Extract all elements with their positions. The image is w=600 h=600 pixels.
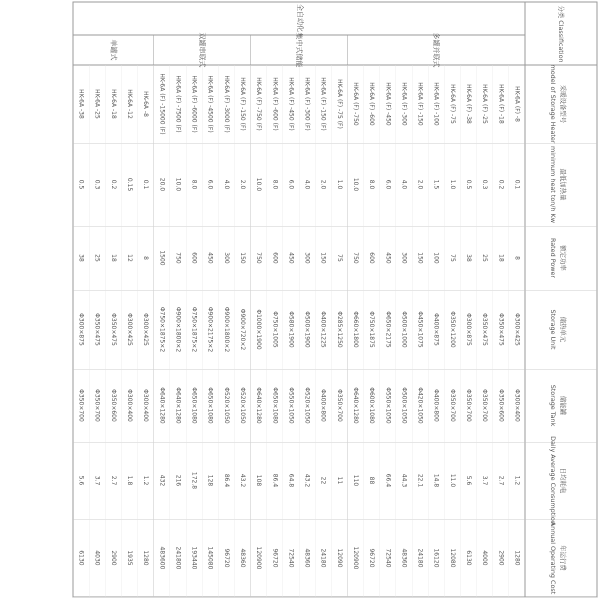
value-cell: 6.0 bbox=[384, 179, 392, 190]
value-cell: 6130 bbox=[465, 550, 472, 566]
value-cell: Φ300×875 bbox=[465, 313, 472, 346]
value-cell: Φ500×1050 bbox=[400, 387, 408, 424]
value-cell: 1.0 bbox=[335, 179, 343, 190]
value-cell: 12 bbox=[126, 254, 133, 262]
value-cell: 172.8 bbox=[190, 471, 198, 490]
value-cell: Φ650×1080 bbox=[190, 387, 198, 424]
value-cell: 44.3 bbox=[400, 473, 408, 488]
value-cell: 48360 bbox=[400, 548, 408, 568]
column-header-en: model of Storage Heater bbox=[549, 64, 557, 144]
value-cell: 0.3 bbox=[481, 179, 489, 190]
value-cell: 4000 bbox=[481, 550, 489, 566]
value-cell: Φ350×700 bbox=[93, 389, 101, 422]
value-cell: 25 bbox=[93, 254, 101, 262]
value-cell: Φ600×1080 bbox=[368, 387, 376, 424]
value-cell: 241800 bbox=[174, 546, 182, 570]
value-cell: 750 bbox=[255, 252, 263, 264]
value-cell: 0.5 bbox=[77, 179, 85, 190]
value-cell: Φ350×475 bbox=[481, 313, 489, 346]
value-cell: 8 bbox=[142, 256, 150, 260]
value-cell: Φ350×700 bbox=[335, 389, 343, 422]
value-cell: 0.1 bbox=[142, 179, 150, 190]
value-cell: 1.8 bbox=[126, 475, 133, 486]
value-cell: 2.7 bbox=[497, 475, 505, 486]
value-cell: 450 bbox=[287, 252, 295, 264]
model-cell: HK-6A -38 bbox=[77, 89, 85, 119]
value-cell: 96720 bbox=[368, 548, 376, 568]
value-cell: 4.0 bbox=[303, 179, 311, 190]
value-cell: 8.0 bbox=[368, 179, 376, 190]
value-cell: 1280 bbox=[142, 550, 150, 566]
value-cell: 2.7 bbox=[109, 475, 117, 486]
value-cell: Φ300×425 bbox=[126, 313, 133, 346]
value-cell: 2.0 bbox=[416, 179, 424, 190]
value-cell: Φ450×1075 bbox=[416, 311, 424, 348]
value-cell: 66.4 bbox=[384, 473, 392, 488]
value-cell: 10.0 bbox=[352, 177, 359, 192]
value-cell: 1.2 bbox=[513, 475, 521, 486]
column-header: 储热单元 bbox=[559, 316, 567, 343]
value-cell: Φ750×1875×2 bbox=[158, 306, 166, 353]
value-cell: 6130 bbox=[77, 550, 85, 566]
value-cell: Φ640×1280 bbox=[158, 387, 166, 424]
value-cell: 1500 bbox=[158, 250, 166, 266]
value-cell: Φ650×1080 bbox=[271, 387, 279, 424]
value-cell: Φ900×1800×2 bbox=[174, 306, 182, 353]
value-cell: 150 bbox=[319, 252, 327, 264]
model-cell: HK-6A (F) -300 bbox=[400, 82, 408, 126]
value-cell: Φ900×2175×2 bbox=[206, 306, 214, 353]
column-header-en: Daily Average Consumption bbox=[549, 436, 557, 525]
model-cell: HK-6A (F) -150 (F) bbox=[239, 77, 246, 131]
model-cell: HK-6A (F) -25 bbox=[481, 84, 489, 124]
value-cell: 2900 bbox=[109, 550, 117, 566]
value-cell: 11 bbox=[335, 476, 343, 485]
value-cell: 12090 bbox=[335, 548, 343, 568]
model-cell: HK-6A (F) -4500 (F) bbox=[206, 75, 214, 133]
value-cell: Φ400×800 bbox=[319, 389, 327, 422]
value-cell: 4.0 bbox=[400, 179, 408, 190]
model-cell: HK-6A (F) -75 (F) bbox=[335, 79, 343, 129]
model-cell: HK-6A (F) -600 (F) bbox=[271, 77, 279, 131]
value-cell: 108 bbox=[255, 474, 263, 487]
value-cell: 2900 bbox=[497, 550, 505, 566]
value-cell: 2.0 bbox=[319, 179, 327, 190]
model-cell: HK-6A (F) -6000 (F) bbox=[190, 75, 198, 133]
value-cell: 86.4 bbox=[271, 473, 279, 488]
value-cell: 75 bbox=[335, 254, 343, 262]
model-cell: HK-6A (F) -8 bbox=[513, 86, 521, 122]
model-cell: HK-6A (F) -750 bbox=[352, 82, 359, 126]
value-cell: 16120 bbox=[432, 548, 440, 568]
model-cell: HK-6A (F) -75 bbox=[448, 84, 456, 124]
model-cell: HK-6A (F) -15000 (F) bbox=[158, 73, 166, 135]
group-label: 双罐串联式 bbox=[198, 32, 207, 68]
value-cell: 8.0 bbox=[271, 179, 279, 190]
value-cell: Φ350×475 bbox=[93, 313, 101, 346]
value-cell: 3.7 bbox=[93, 475, 101, 486]
value-cell: Φ520×1050 bbox=[222, 387, 230, 424]
value-cell: 6.0 bbox=[287, 179, 295, 190]
value-cell: 300 bbox=[222, 252, 230, 264]
value-cell: 300 bbox=[303, 252, 311, 264]
value-cell: 10.0 bbox=[174, 177, 182, 192]
value-cell: Φ350×600 bbox=[497, 389, 505, 422]
value-cell: 120900 bbox=[352, 546, 359, 570]
value-cell: 110 bbox=[352, 474, 359, 487]
value-cell: 300 bbox=[400, 252, 408, 264]
value-cell: 38 bbox=[465, 254, 472, 262]
value-cell: Φ300×400 bbox=[126, 389, 133, 422]
value-cell: Φ550×1050 bbox=[287, 387, 295, 424]
value-cell: 600 bbox=[271, 252, 279, 264]
value-cell: Φ350×475 bbox=[109, 313, 117, 346]
value-cell: Φ750×1005 bbox=[271, 311, 279, 348]
value-cell: 600 bbox=[190, 252, 198, 264]
value-cell: 4.0 bbox=[222, 179, 230, 190]
value-cell: 432 bbox=[158, 474, 166, 487]
model-cell: HK-6A (F) -150 (F) bbox=[319, 77, 327, 131]
value-cell: 1280 bbox=[513, 550, 521, 566]
column-header: 储能罐 bbox=[559, 395, 567, 416]
column-header: 日均耗电 bbox=[559, 467, 567, 494]
group-label: 单罐式 bbox=[109, 39, 118, 61]
value-cell: Φ640×1280 bbox=[255, 387, 263, 424]
column-header: 额定功率 bbox=[559, 245, 567, 271]
column-header: 年运行费 bbox=[559, 545, 567, 571]
value-cell: 25 bbox=[481, 254, 489, 262]
value-cell: Φ400×1225 bbox=[319, 311, 327, 348]
value-cell: Φ285×1250 bbox=[335, 311, 343, 348]
column-header-en: Rated Power bbox=[549, 237, 557, 279]
model-cell: HK-6A -12 bbox=[126, 89, 133, 119]
value-cell: 72540 bbox=[287, 548, 295, 568]
value-cell: Φ640×1280 bbox=[174, 387, 182, 424]
value-cell: 86.4 bbox=[222, 473, 230, 488]
value-cell: 12080 bbox=[448, 548, 456, 568]
model-cell: HK-6A (F) -38 bbox=[465, 84, 472, 124]
value-cell: 88 bbox=[368, 476, 376, 485]
model-cell: HK-6A (F) -100 bbox=[432, 82, 440, 126]
value-cell: 750 bbox=[352, 252, 359, 264]
column-header: 最低加热量 bbox=[559, 168, 567, 201]
value-cell: 43.2 bbox=[303, 473, 311, 488]
value-cell: Φ520×1050 bbox=[303, 387, 311, 424]
value-cell: Φ500×1900 bbox=[303, 311, 311, 348]
value-cell: 18 bbox=[497, 254, 505, 262]
model-cell: HK-6A (F) -600 bbox=[368, 82, 376, 126]
value-cell: Φ650×1080 bbox=[206, 387, 214, 424]
value-cell: 4030 bbox=[93, 550, 101, 566]
group-label: 集中式储能 bbox=[295, 32, 303, 68]
value-cell: 600 bbox=[368, 252, 376, 264]
top-title: 全自动化 bbox=[296, 4, 304, 32]
value-cell: 18 bbox=[109, 254, 117, 262]
value-cell: 1.5 bbox=[432, 179, 440, 190]
value-cell: 43.2 bbox=[239, 473, 246, 488]
value-cell: Φ660×1800 bbox=[352, 311, 359, 348]
value-cell: 75 bbox=[448, 254, 456, 262]
value-cell: 145080 bbox=[206, 546, 214, 570]
value-cell: 48360 bbox=[303, 548, 311, 568]
value-cell: 11.0 bbox=[448, 473, 456, 488]
value-cell: Φ900×1800×2 bbox=[222, 306, 230, 353]
model-cell: HK-6A -8 bbox=[142, 91, 150, 117]
value-cell: 150 bbox=[416, 252, 424, 264]
value-cell: 5.6 bbox=[77, 475, 85, 486]
value-cell: Φ300×400 bbox=[142, 389, 150, 422]
value-cell: Φ300×875 bbox=[77, 313, 85, 346]
value-cell: 96720 bbox=[271, 548, 279, 568]
value-cell: 150 bbox=[239, 252, 246, 264]
value-cell: 0.3 bbox=[93, 179, 101, 190]
model-cell: HK-6A (F) -750 (F) bbox=[255, 77, 263, 131]
value-cell: 22 bbox=[319, 476, 327, 485]
value-cell: Φ350×1200 bbox=[448, 311, 456, 348]
column-header-en: Storage Tank bbox=[549, 384, 557, 427]
value-cell: Φ400×875 bbox=[432, 313, 440, 346]
classification-header: 分类 Classification bbox=[557, 5, 565, 63]
value-cell: 96720 bbox=[222, 548, 230, 568]
value-cell: 72540 bbox=[384, 548, 392, 568]
column-header-en: minimum heat ton/h Kw bbox=[549, 146, 557, 223]
model-cell: HK-6A -18 bbox=[109, 89, 117, 119]
value-cell: Φ300×400 bbox=[513, 389, 521, 422]
value-cell: Φ400×800 bbox=[432, 389, 440, 422]
value-cell: Φ750×1875×2 bbox=[190, 306, 198, 353]
model-cell: HK-6A (F) -18 bbox=[497, 84, 505, 124]
value-cell: 193440 bbox=[190, 546, 198, 570]
value-cell: 10.0 bbox=[255, 177, 263, 192]
value-cell: 2.0 bbox=[239, 179, 246, 190]
value-cell: 216 bbox=[174, 474, 182, 487]
value-cell: Φ350×600 bbox=[109, 389, 117, 422]
value-cell: Φ350×475 bbox=[497, 313, 505, 346]
value-cell: Φ500×1000 bbox=[400, 311, 408, 348]
value-cell: 128 bbox=[206, 474, 214, 487]
value-cell: 0.1 bbox=[513, 179, 521, 190]
value-cell: Φ580×1900 bbox=[287, 311, 295, 348]
value-cell: 6.0 bbox=[206, 179, 214, 190]
value-cell: 750 bbox=[174, 252, 182, 264]
value-cell: 0.15 bbox=[126, 177, 133, 192]
value-cell: Φ350×700 bbox=[481, 389, 489, 422]
value-cell: Φ1000×1900 bbox=[255, 309, 263, 350]
model-cell: HK-6A (F) -150 bbox=[416, 82, 424, 126]
value-cell: Φ350×700 bbox=[465, 389, 472, 422]
value-cell: 0.2 bbox=[497, 179, 505, 190]
column-header: 采暖设备型号 bbox=[559, 84, 567, 124]
value-cell: 120900 bbox=[255, 546, 263, 570]
value-cell: Φ650×2175 bbox=[384, 311, 392, 348]
model-cell: HK-6A (F) -3000 (F) bbox=[222, 75, 230, 133]
value-cell: 1.0 bbox=[448, 179, 456, 190]
value-cell: 64.8 bbox=[287, 473, 295, 488]
value-cell: Φ420×1050 bbox=[416, 387, 424, 424]
value-cell: 8.0 bbox=[190, 179, 198, 190]
model-cell: HK-6A (F) -450 bbox=[384, 82, 392, 126]
value-cell: Φ900×720×2 bbox=[239, 308, 246, 351]
value-cell: Φ640×1280 bbox=[352, 387, 359, 424]
model-cell: HK-6A -25 bbox=[93, 89, 101, 119]
value-cell: 24180 bbox=[319, 548, 327, 568]
value-cell: 20.0 bbox=[158, 177, 166, 192]
value-cell: 450 bbox=[384, 252, 392, 264]
value-cell: 483600 bbox=[158, 546, 166, 570]
model-cell: HK-6A (F) -450 (F) bbox=[287, 77, 295, 131]
value-cell: 1.2 bbox=[142, 475, 150, 486]
model-cell: HK-6A (F) -300 (F) bbox=[303, 77, 311, 131]
value-cell: 22.1 bbox=[416, 473, 424, 488]
value-cell: Φ750×1875 bbox=[368, 311, 376, 348]
value-cell: 38 bbox=[77, 254, 85, 262]
group-label: 多罐并联式 bbox=[432, 32, 441, 68]
value-cell: Φ520×1050 bbox=[239, 387, 246, 424]
value-cell: 48360 bbox=[239, 548, 246, 568]
value-cell: Φ350×700 bbox=[77, 389, 85, 422]
value-cell: 24180 bbox=[416, 548, 424, 568]
column-header-en: Annual Operating Cost bbox=[549, 521, 557, 595]
value-cell: 100 bbox=[432, 252, 440, 264]
value-cell: 1935 bbox=[126, 550, 133, 566]
column-header-en: Storage Unit bbox=[549, 309, 557, 350]
model-cell: HK-6A (F) -7500 (F) bbox=[174, 75, 182, 133]
value-cell: 14.8 bbox=[432, 473, 440, 488]
value-cell: Φ300×425 bbox=[513, 313, 521, 346]
value-cell: 5.6 bbox=[465, 475, 472, 486]
value-cell: Φ350×700 bbox=[448, 389, 456, 422]
value-cell: 0.2 bbox=[109, 179, 117, 190]
value-cell: Φ550×1050 bbox=[384, 387, 392, 424]
value-cell: 8 bbox=[513, 256, 521, 260]
value-cell: Φ300×425 bbox=[142, 313, 150, 346]
value-cell: 0.5 bbox=[465, 179, 472, 190]
value-cell: 3.7 bbox=[481, 475, 489, 486]
value-cell: 450 bbox=[206, 252, 214, 264]
